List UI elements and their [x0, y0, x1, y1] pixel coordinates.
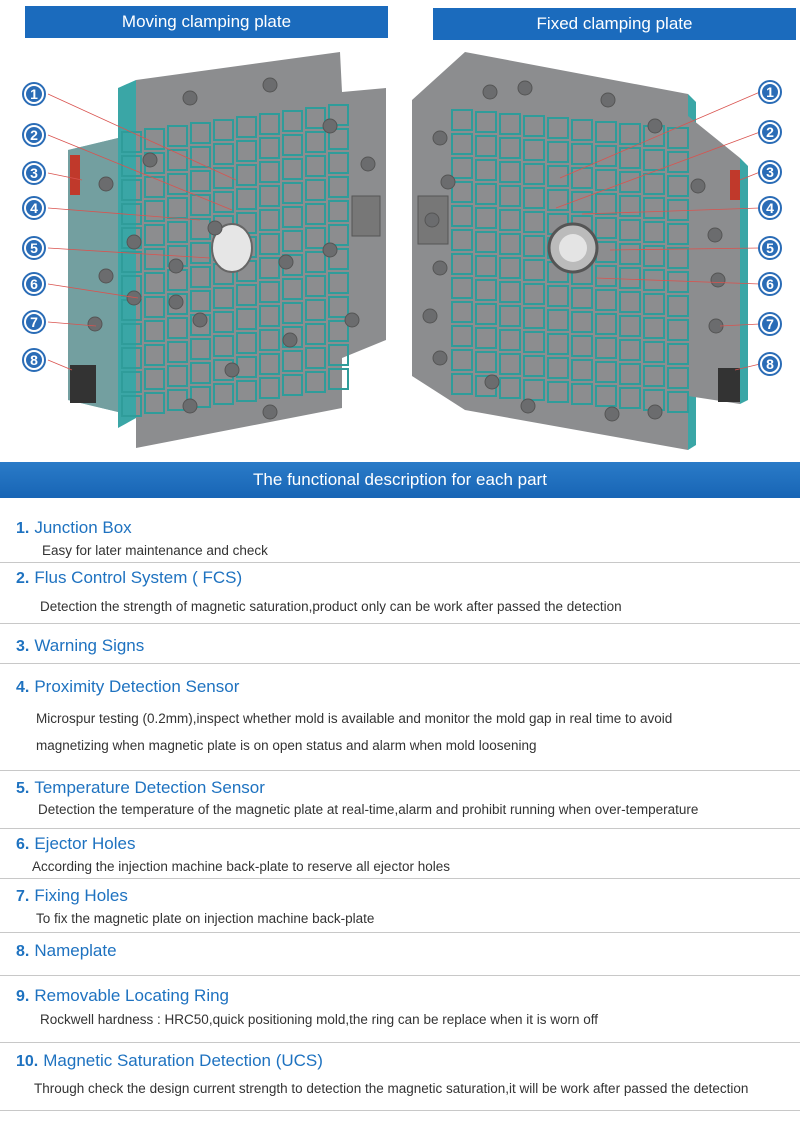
moving-plate-warning-sign [70, 155, 80, 195]
part-item-number: 7. [16, 888, 30, 905]
hole [711, 273, 725, 287]
callout-right-2 [759, 121, 781, 143]
section-title-band: The functional description for each part [0, 462, 800, 498]
callout-number: 1 [30, 86, 38, 102]
hole [425, 213, 439, 227]
hole [433, 261, 447, 275]
part-item-description: According the injection machine back-plate to reserve all ejector holes [32, 859, 450, 874]
part-item-number: 5. [16, 780, 30, 797]
part-item-title-text: Proximity Detection Sensor [34, 677, 240, 696]
part-item-description: Easy for later maintenance and check [42, 543, 268, 558]
hole [263, 405, 277, 419]
callout-left-3 [23, 162, 45, 184]
callout-left-8 [23, 349, 45, 371]
callout-number: 8 [766, 356, 774, 372]
hole [127, 291, 141, 305]
part-item-title-text: Junction Box [34, 518, 132, 537]
hole [99, 269, 113, 283]
callout-number: 6 [766, 276, 774, 292]
callout-number: 5 [30, 240, 38, 256]
part-item-title [16, 636, 144, 656]
hole [169, 295, 183, 309]
hole [225, 363, 239, 377]
hole [345, 313, 359, 327]
hole [433, 351, 447, 365]
item-separator [0, 1042, 800, 1043]
part-item-title [16, 518, 132, 538]
item-separator [0, 1110, 800, 1111]
hole [193, 313, 207, 327]
callout-number: 5 [766, 240, 774, 256]
part-item-title-text: Ejector Holes [34, 834, 136, 853]
moving-plate [68, 52, 386, 448]
callout-right-1 [759, 81, 781, 103]
part-item-description: Detection the temperature of the magnetic plate at real-time,alarm and prohibit running when over-temperature [38, 802, 699, 817]
hole [521, 399, 535, 413]
callout-left-5 [23, 237, 45, 259]
hole [483, 85, 497, 99]
fixed-plate-warning-sign [730, 170, 740, 200]
fixed-plate-center-hole [559, 234, 587, 262]
part-item-title-text: Warning Signs [34, 636, 145, 655]
hole [648, 119, 662, 133]
callout-number: 4 [766, 200, 774, 216]
callout-right-3 [759, 161, 781, 183]
hole [605, 407, 619, 421]
part-item-description: Microspur testing (0.2mm),inspect whether mold is available and monitor the mold gap in real time to avoid [36, 711, 673, 726]
callout-left-1 [23, 83, 45, 105]
hole [485, 375, 499, 389]
part-item-title [16, 886, 128, 906]
callout-number: 2 [766, 124, 774, 140]
part-item-title-text: Nameplate [34, 941, 117, 960]
hole [88, 317, 102, 331]
callout-left-7 [23, 311, 45, 333]
part-item-number: 6. [16, 836, 30, 853]
part-item-title [16, 986, 229, 1006]
hole [423, 309, 437, 323]
callout-left-4 [23, 197, 45, 219]
item-separator [0, 562, 800, 563]
hole [169, 259, 183, 273]
callout-right-5 [759, 237, 781, 259]
callout-left-6 [23, 273, 45, 295]
hole [518, 81, 532, 95]
plates-group [68, 52, 748, 450]
part-item-number: 1. [16, 520, 30, 537]
part-item-title [16, 677, 239, 697]
hole [99, 177, 113, 191]
callout-number: 4 [30, 200, 38, 216]
hole [263, 78, 277, 92]
part-item-title-text: Fixing Holes [34, 886, 128, 905]
item-separator [0, 975, 800, 976]
callout-number: 7 [30, 314, 38, 330]
callout-left-2 [23, 124, 45, 146]
fixed-plate-header: Fixed clamping plate [433, 8, 796, 40]
callout-right-8 [759, 353, 781, 375]
part-item-title-text: Temperature Detection Sensor [34, 778, 265, 797]
item-separator [0, 663, 800, 664]
hole [183, 91, 197, 105]
part-item-title [16, 778, 265, 798]
part-item-number: 9. [16, 988, 30, 1005]
item-separator [0, 878, 800, 879]
hole [279, 255, 293, 269]
hole [361, 157, 375, 171]
callout-right-4 [759, 197, 781, 219]
clamping-plates-diagram [0, 40, 800, 460]
hole [441, 175, 455, 189]
part-item-title [16, 834, 135, 854]
callout-right-7 [759, 313, 781, 335]
moving-plate-nameplate [70, 365, 96, 403]
item-separator [0, 932, 800, 933]
callout-number: 7 [766, 316, 774, 332]
part-item-number: 2. [16, 570, 30, 587]
part-item-description: Through check the design current strength to detection the magnetic saturation,it will be work after passed the detection [34, 1081, 749, 1096]
part-item-description: Detection the strength of magnetic saturation,product only can be work after passed the detection [40, 599, 622, 614]
part-item-title [16, 941, 117, 961]
part-item-description: Rockwell hardness : HRC50,quick positioning mold,the ring can be replace when it is worn off [40, 1012, 599, 1027]
part-item-title-text: Magnetic Saturation Detection (UCS) [43, 1051, 323, 1070]
hole [127, 235, 141, 249]
hole [143, 153, 157, 167]
hole [283, 333, 297, 347]
part-item-title [16, 568, 242, 588]
hole [183, 399, 197, 413]
fixed-plate [412, 52, 748, 450]
hole [601, 93, 615, 107]
callout-number: 6 [30, 276, 38, 292]
part-item-number: 8. [16, 943, 30, 960]
part-item-description: magnetizing when magnetic plate is on open status and alarm when mold loosening [36, 738, 537, 753]
part-item-title-text: Removable Locating Ring [34, 986, 230, 1005]
hole [691, 179, 705, 193]
part-item-title [16, 1051, 323, 1071]
part-item-number: 4. [16, 679, 30, 696]
fixed-plate-nameplate [718, 368, 740, 402]
callout-number: 8 [30, 352, 38, 368]
part-item-description: To fix the magnetic plate on injection machine back-plate [36, 911, 375, 926]
item-separator [0, 770, 800, 771]
item-separator [0, 623, 800, 624]
hole [648, 405, 662, 419]
callout-number: 2 [30, 127, 38, 143]
part-item-title-text: Flus Control System ( FCS) [34, 568, 243, 587]
moving-plate-header: Moving clamping plate [25, 6, 388, 38]
hole [323, 119, 337, 133]
part-item-number: 3. [16, 638, 30, 655]
hole [208, 221, 222, 235]
callout-number: 3 [30, 165, 38, 181]
hole [708, 228, 722, 242]
callout-number: 3 [766, 164, 774, 180]
callout-right-6 [759, 273, 781, 295]
callout-number: 1 [766, 84, 774, 100]
hole [323, 243, 337, 257]
part-item-number: 10. [16, 1053, 39, 1070]
hole [433, 131, 447, 145]
item-separator [0, 828, 800, 829]
moving-plate-junction-box [352, 196, 380, 236]
